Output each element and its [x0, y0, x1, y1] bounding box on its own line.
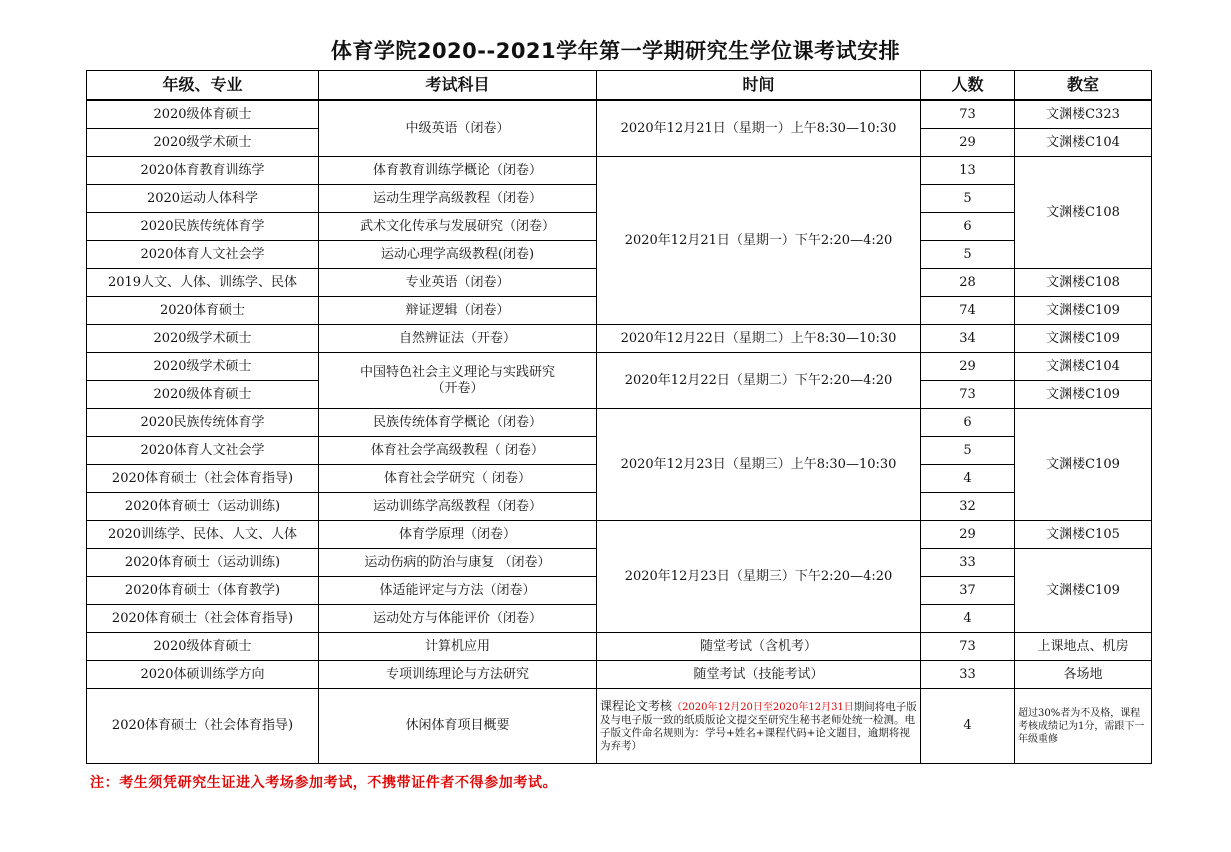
room-cell: 文渊楼C104 — [1015, 129, 1152, 157]
major-cell: 2020级体育硕士 — [87, 633, 319, 661]
note-deadline-text: （2020年12月20日至2020年12月31日 — [672, 701, 854, 713]
major-cell: 2020体育硕士（社会体育指导) — [87, 465, 319, 493]
table-row — [87, 353, 1152, 381]
room-cell: 上课地点、机房 — [1015, 633, 1152, 661]
failing-rule-note: 超过30%者为不及格，课程考核成绩记为1分，需跟下一年级重修 — [1015, 689, 1152, 764]
subject-cell: 体育学原理（闭卷） — [319, 521, 597, 549]
count-cell: 6 — [921, 213, 1015, 241]
major-cell: 2020体育硕士（社会体育指导) — [87, 605, 319, 633]
count-cell: 74 — [921, 297, 1015, 325]
room-cell: 文渊楼C108 — [1015, 269, 1152, 297]
subject-cell: 体育社会学研究（ 闭卷） — [319, 465, 597, 493]
room-cell: 文渊楼C109 — [1015, 325, 1152, 353]
count-cell: 37 — [921, 577, 1015, 605]
exam-schedule-table — [86, 70, 1152, 764]
major-cell: 2020体育教育训练学 — [87, 157, 319, 185]
count-cell: 33 — [921, 549, 1015, 577]
subject-cell: 专项训练理论与方法研究 — [319, 661, 597, 689]
subject-cell: 体育社会学高级教程（ 闭卷） — [319, 437, 597, 465]
header-room: 教室 — [1015, 71, 1152, 101]
subject-cell: 专业英语（闭卷） — [319, 269, 597, 297]
major-cell: 2020训练学、民体、人文、人体 — [87, 521, 319, 549]
room-cell: 文渊楼C109 — [1015, 297, 1152, 325]
count-cell: 73 — [921, 633, 1015, 661]
subject-cell: 中级英语（闭卷） — [319, 100, 597, 157]
header-subject: 考试科目 — [319, 71, 597, 101]
major-cell: 2020级学术硕士 — [87, 325, 319, 353]
major-cell: 2019人文、人体、训练学、民体 — [87, 269, 319, 297]
count-cell: 34 — [921, 325, 1015, 353]
major-cell: 2020体育硕士 — [87, 297, 319, 325]
major-cell: 2020民族传统体育学 — [87, 213, 319, 241]
time-cell: 2020年12月22日（星期二）下午2:20—4:20 — [597, 353, 921, 409]
count-cell: 5 — [921, 437, 1015, 465]
major-cell: 2020体育硕士（运动训练) — [87, 549, 319, 577]
count-cell: 6 — [921, 409, 1015, 437]
note-rest-text: 期间将电子版及与电子版一致的纸质版论文提交至研究生秘书老师处统一检测。电子版文件命名规则为：学号+姓名+课程代码+论文题目，逾期将视为弃考） — [600, 700, 917, 752]
subject-cell: 武术文化传承与发展研究（闭卷） — [319, 213, 597, 241]
major-cell: 2020级体育硕士 — [87, 381, 319, 409]
count-cell: 13 — [921, 157, 1015, 185]
room-cell: 文渊楼C104 — [1015, 353, 1152, 381]
time-cell: 2020年12月21日（星期一）上午8:30—10:30 — [597, 100, 921, 157]
subject-cell: 体育教育训练学概论（闭卷） — [319, 157, 597, 185]
thesis-assessment-note — [597, 689, 921, 764]
major-cell: 2020体育硕士（社会体育指导) — [87, 689, 319, 764]
major-cell: 2020级体育硕士 — [87, 100, 319, 129]
count-cell: 29 — [921, 521, 1015, 549]
subject-cell: 体适能评定与方法（闭卷） — [319, 577, 597, 605]
header-count: 人数 — [921, 71, 1015, 101]
header-major: 年级、专业 — [87, 71, 319, 101]
subject-cell: 中国特色社会主义理论与实践研究（开卷） — [319, 353, 597, 409]
room-cell: 文渊楼C109 — [1015, 549, 1152, 633]
subject-cell: 运动心理学高级教程(闭卷) — [319, 241, 597, 269]
count-cell: 4 — [921, 689, 1015, 764]
table-row — [87, 661, 1152, 689]
room-cell: 文渊楼C323 — [1015, 100, 1152, 129]
count-cell: 4 — [921, 605, 1015, 633]
table-row — [87, 521, 1152, 549]
time-cell: 2020年12月23日（星期三）上午8:30—10:30 — [597, 409, 921, 521]
count-cell: 73 — [921, 381, 1015, 409]
table-row — [87, 325, 1152, 353]
count-cell: 32 — [921, 493, 1015, 521]
count-cell: 33 — [921, 661, 1015, 689]
subject-cell: 运动训练学高级教程（闭卷） — [319, 493, 597, 521]
major-cell: 2020级学术硕士 — [87, 129, 319, 157]
table-row — [87, 689, 1152, 764]
time-cell: 随堂考试（含机考） — [597, 633, 921, 661]
subject-cell: 休闲体育项目概要 — [319, 689, 597, 764]
note-lead-text: 课程论文考核 — [600, 698, 673, 713]
major-cell: 2020体硕训练学方向 — [87, 661, 319, 689]
table-row — [87, 409, 1152, 437]
time-cell: 随堂考试（技能考试） — [597, 661, 921, 689]
page-title: 体育学院2020--2021学年第一学期研究生学位课考试安排 — [330, 39, 901, 63]
time-cell: 2020年12月21日（星期一）下午2:20—4:20 — [597, 157, 921, 325]
major-cell: 2020级学术硕士 — [87, 353, 319, 381]
subject-cell: 自然辨证法（开卷） — [319, 325, 597, 353]
count-cell: 5 — [921, 185, 1015, 213]
count-cell: 29 — [921, 129, 1015, 157]
subject-cell: 运动处方与体能评价（闭卷） — [319, 605, 597, 633]
room-cell: 各场地 — [1015, 661, 1152, 689]
count-cell: 4 — [921, 465, 1015, 493]
header-time: 时间 — [597, 71, 921, 101]
major-cell: 2020体育人文社会学 — [87, 241, 319, 269]
subject-cell: 民族传统体育学概论（闭卷） — [319, 409, 597, 437]
time-cell: 2020年12月22日（星期二）上午8:30—10:30 — [597, 325, 921, 353]
subject-cell: 运动伤病的防治与康复 （闭卷） — [319, 549, 597, 577]
table-row — [87, 157, 1152, 185]
count-cell: 73 — [921, 100, 1015, 129]
subject-cell: 运动生理学高级教程（闭卷） — [319, 185, 597, 213]
subject-cell: 计算机应用 — [319, 633, 597, 661]
time-cell: 2020年12月23日（星期三）下午2:20—4:20 — [597, 521, 921, 633]
table-row — [87, 100, 1152, 129]
major-cell: 2020运动人体科学 — [87, 185, 319, 213]
count-cell: 29 — [921, 353, 1015, 381]
major-cell: 2020体育硕士（运动训练) — [87, 493, 319, 521]
footer-note: 注：考生须凭研究生证进入考场参加考试，不携带证件者不得参加考试。 — [90, 775, 558, 791]
room-cell: 文渊楼C108 — [1015, 157, 1152, 269]
subject-cell: 辩证逻辑（闭卷） — [319, 297, 597, 325]
room-cell: 文渊楼C105 — [1015, 521, 1152, 549]
major-cell: 2020民族传统体育学 — [87, 409, 319, 437]
major-cell: 2020体育人文社会学 — [87, 437, 319, 465]
room-cell: 文渊楼C109 — [1015, 381, 1152, 409]
count-cell: 5 — [921, 241, 1015, 269]
header-row — [87, 71, 1152, 101]
count-cell: 28 — [921, 269, 1015, 297]
room-cell: 文渊楼C109 — [1015, 409, 1152, 521]
table-row — [87, 633, 1152, 661]
major-cell: 2020体育硕士（体育教学) — [87, 577, 319, 605]
